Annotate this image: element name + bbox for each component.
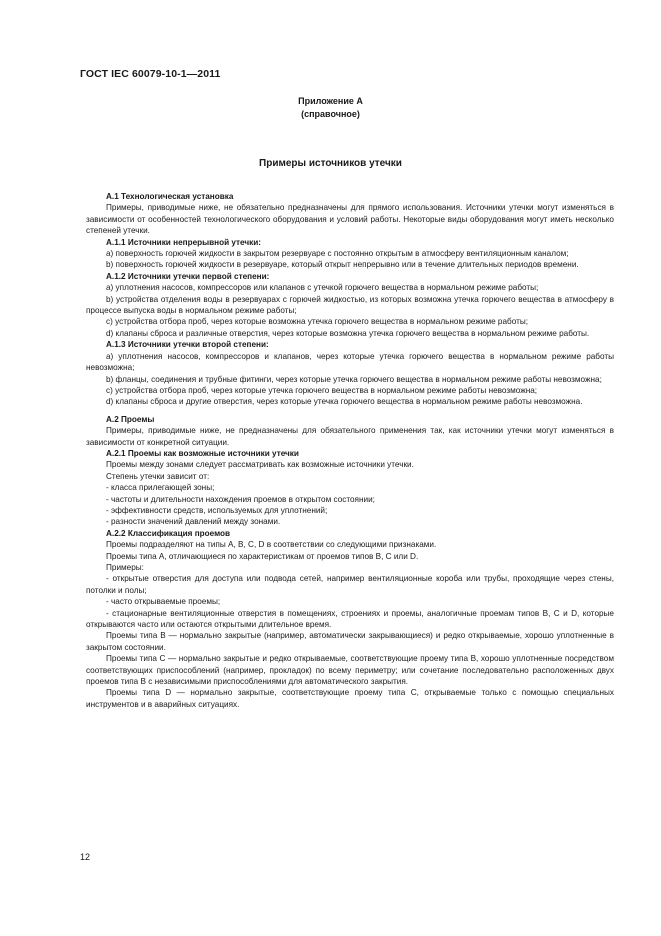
- paragraph: Проемы типа А, отличающиеся по характеристикам от проемов типов В, С или D.: [106, 551, 419, 561]
- section-heading: А.1.3 Источники утечки второй степени:: [106, 340, 269, 350]
- paragraph: Проемы типа D — нормально закрытые, соответствующие проему типа С, открываемые только с помощью специальных инструментов и в аварийных ситуациях.: [86, 688, 614, 709]
- section-heading: А.2.1 Проемы как возможные источники утечки: [106, 448, 299, 458]
- appendix-title: Приложение А: [298, 96, 363, 106]
- paragraph: а) уплотнения насосов, компрессоров и клапанов, через которые утечка горючего вещества в нормальном режиме работы невозможна;: [86, 351, 614, 373]
- section-heading: А.1.2 Источники утечки первой степени:: [106, 271, 270, 281]
- paragraph: Проемы подразделяют на типы А, В, С, D в соответствии со следующими признаками.: [106, 540, 437, 550]
- paragraph: - частоты и длительности нахождения проемов в открытом состоянии;: [106, 494, 375, 504]
- appendix-subtitle: (справочное): [301, 109, 360, 119]
- paragraph: с) устройства отбора проб, через которые возможна утечка горючего вещества в нормальном режиме работы;: [106, 317, 528, 327]
- section-heading: А.2.2 Классификация проемов: [106, 528, 231, 538]
- document-body: [86, 191, 614, 710]
- document-header: ГОСТ IEC 60079-10-1—2011: [80, 68, 221, 80]
- section-title: Примеры источников утечки: [259, 158, 402, 169]
- paragraph: b) фланцы, соединения и трубные фитинги, через которые утечка горючего вещества в нормальном режиме работы невозможна;: [106, 374, 602, 384]
- paragraph: Примеры, приводимые ниже, не обязательно предназначены для прямого использования. Источники утечки могут изменяться в зависимости от особенностей технологического оборудования и условий работы. Некоторые виды оборудования могут иметь несколько степеней утечки.: [86, 203, 614, 236]
- paragraph: Проемы типа В — нормально закрытые (например, автоматически закрывающиеся) и редко открываемые, хорошо уплотненные в закрытом состоянии.: [86, 631, 614, 652]
- paragraph: с) устройства отбора проб, через которые утечка горючего вещества в нормальном режиме работы невозможна;: [106, 385, 538, 395]
- paragraph: Степень утечки зависит от:: [106, 471, 210, 481]
- section-heading: А.1 Технологическая установка: [106, 192, 234, 201]
- paragraph: d) клапаны сброса и различные отверстия, через которые возможна утечка горючего вещества в нормальном режиме работы.: [106, 328, 590, 338]
- page-number: 12: [80, 852, 91, 862]
- paragraph: а) поверхность горючей жидкости в закрытом резервуаре с постоянно открытым в атмосферу вентиляционным каналом;: [106, 249, 569, 259]
- paragraph: - эффективности средств, используемых для уплотнений;: [106, 505, 328, 515]
- paragraph: Проемы между зонами следует рассматривать как возможные источники утечки.: [106, 460, 414, 470]
- paragraph: Примеры:: [106, 563, 144, 572]
- paragraph: - стационарные вентиляционные отверстия в помещениях, строениях и проемы, аналогичные проемам типов В, С и D, которые открываются часто или остаются открытыми длительное время.: [86, 608, 614, 630]
- paragraph: - разности значений давлений между зонами.: [106, 517, 281, 527]
- paragraph: а) уплотнения насосов, компрессоров или клапанов с утечкой горючего вещества в нормальном режиме работы;: [106, 283, 539, 293]
- paragraph: - открытые отверстия для доступа или подвода сетей, например вентиляционные короба или трубы, проходящие через стены, потолки и полы;: [86, 574, 614, 595]
- paragraph: Проемы типа С — нормально закрытые и редко открываемые, соответствующие проему типа В, хорошо уплотненные посредством соответствующих приспособлений (например, прокладок) по всему периметру; или сочетание последовательно расположенных двух проемов типа В с независимыми приспособлениями для автоматического закрытия.: [86, 654, 614, 687]
- paragraph: d) клапаны сброса и другие отверстия, через которые утечка горючего вещества в нормальном режиме работы невозможна.: [106, 397, 583, 407]
- paragraph: - часто открываемые проемы;: [106, 597, 221, 607]
- paragraph: b) устройства отделения воды в резервуарах с горючей жидкостью, из которых возможна утечка горючего вещества в атмосферу в процессе выпуска воды в нормальном режиме работы;: [86, 294, 614, 316]
- paragraph: b) поверхность горючей жидкости в резервуаре, который открыт непрерывно или в течение длительных периодов времени.: [106, 260, 579, 270]
- section-heading: А.2 Проемы: [106, 414, 155, 424]
- paragraph: Примеры, приводимые ниже, не предназначены для обязательного применения так, как источники утечки могут изменяться в зависимости от конкретной ситуации.: [86, 426, 614, 447]
- paragraph: - класса прилегающей зоны;: [106, 483, 215, 493]
- section-heading: А.1.1 Источники непрерывной утечки:: [106, 237, 262, 247]
